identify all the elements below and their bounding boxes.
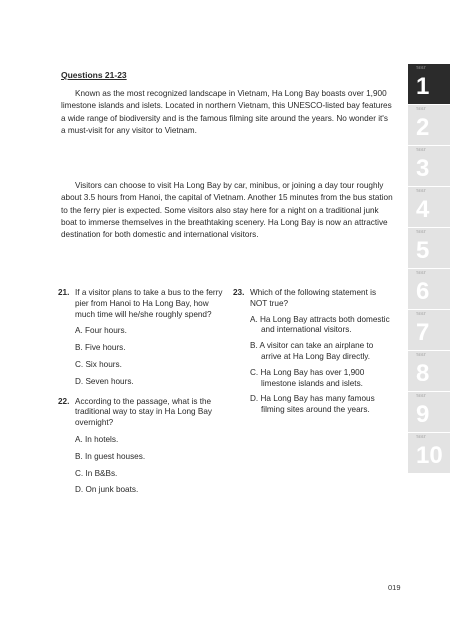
question-stem: Which of the following statement is NOT true? — [250, 288, 377, 308]
questions-left-column — [58, 288, 224, 502]
question-stem: According to the passage, what is the traditional way to stay in Ha Long Bay overnight? — [75, 396, 212, 428]
tab-test-2[interactable] — [408, 105, 450, 145]
option-c[interactable]: C. In B&Bs. — [75, 468, 118, 478]
tab-number: 2 — [416, 114, 430, 141]
tab-number: 4 — [416, 196, 430, 223]
tab-number: 7 — [416, 319, 430, 346]
option-d[interactable]: D. Ha Long Bay has many famous filming sites around the years. — [250, 394, 375, 415]
tab-test-4[interactable] — [408, 187, 450, 227]
tab-label: TEST — [416, 271, 427, 275]
test-tabs — [408, 64, 450, 474]
option-a[interactable]: A. Ha Long Bay attracts both domestic and international visitors. — [250, 314, 390, 335]
tab-number: 8 — [416, 360, 430, 387]
tab-test-1[interactable] — [408, 64, 450, 104]
tab-number: 1 — [416, 73, 430, 100]
tab-number: 10 — [416, 442, 443, 469]
option-c[interactable]: C. Ha Long Bay has over 1,900 limestone islands and islets. — [250, 367, 365, 388]
question-23 — [233, 288, 393, 416]
passage-paragraph-2: Visitors can choose to visit Ha Long Bay by car, minibus, or joining a day tour roughly about 3.5 hours from Hanoi, the capital of Vietnam. Another 15 minutes from the bus station to the ferry pier is expected. Some visitors also stay here for a night on a traditional junk boat to immerse themselves in the breathtaking scenery. Ha Long Bay is now an attractive destination for both domestic and international visitors. — [61, 181, 393, 240]
tab-label: TEST — [416, 312, 427, 316]
tab-label: TEST — [416, 353, 427, 357]
question-number: 23. — [233, 288, 245, 297]
tab-label: TEST — [416, 394, 427, 398]
question-22 — [58, 397, 224, 497]
tab-test-7[interactable] — [408, 310, 450, 350]
tab-label: TEST — [416, 107, 427, 111]
option-d[interactable]: D. On junk boats. — [75, 485, 139, 495]
tab-number: 6 — [416, 278, 430, 305]
tab-label: TEST — [416, 66, 427, 70]
question-stem: If a visitor plans to take a bus to the ferry pier from Hanoi to Ha Long Bay, how much time will he/she roughly spend? — [75, 288, 223, 319]
tab-label: TEST — [416, 435, 427, 439]
tab-test-6[interactable] — [408, 269, 450, 309]
option-b[interactable]: B. A visitor can take an airplane to arrive at Ha Long Bay directly. — [250, 341, 374, 361]
option-a[interactable]: A. Four hours. — [75, 326, 127, 336]
tab-number: 9 — [416, 401, 430, 428]
tab-test-5[interactable] — [408, 228, 450, 268]
passage-paragraph-1: Known as the most recognized landscape in Vietnam, Ha Long Bay boasts over 1,900 limestone islands and islets. Located in northern Vietnam, this UNESCO-listed bay features a wide range of biodiversity and is the famous filming site around the years. No wonder it's a must-visit for any visitor to Vietnam. — [61, 89, 392, 135]
tab-label: TEST — [416, 230, 427, 234]
tab-number: 5 — [416, 237, 430, 264]
tab-test-3[interactable] — [408, 146, 450, 186]
section-heading: Questions 21-23 — [61, 70, 127, 80]
question-number: 22. — [58, 396, 70, 406]
option-c[interactable]: C. Six hours. — [75, 359, 122, 369]
option-d[interactable]: D. Seven hours. — [75, 376, 134, 386]
tab-label: TEST — [416, 189, 427, 193]
option-b[interactable]: B. In guest houses. — [75, 451, 146, 461]
option-a[interactable]: A. In hotels. — [75, 434, 119, 444]
tab-test-10[interactable] — [408, 433, 450, 473]
questions-right-column — [233, 288, 393, 422]
tab-test-8[interactable] — [408, 351, 450, 391]
option-b[interactable]: B. Five hours. — [75, 343, 126, 353]
page-number: 019 — [388, 583, 401, 592]
question-21 — [58, 288, 224, 388]
tab-test-9[interactable] — [408, 392, 450, 432]
tab-label: TEST — [416, 148, 427, 152]
question-number: 21. — [58, 288, 70, 297]
tab-number: 3 — [416, 155, 430, 182]
